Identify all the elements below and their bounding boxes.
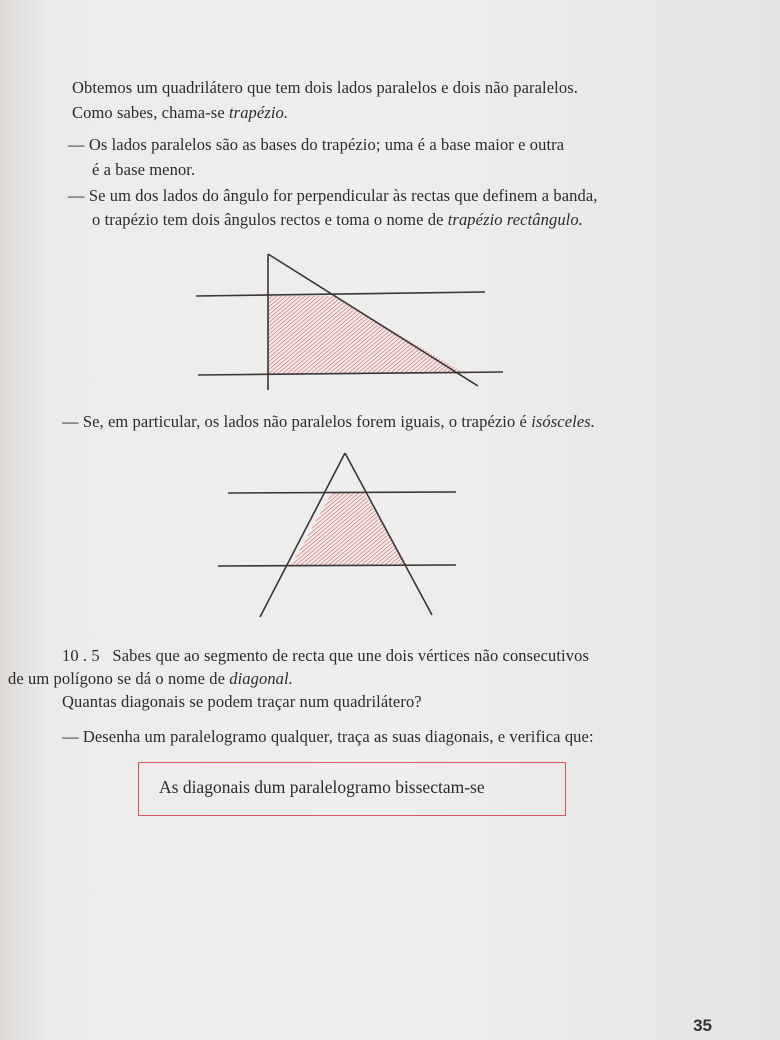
section-question: Quantas diagonais se podem traçar num quadrilátero? bbox=[62, 692, 422, 711]
trapezoid-fill bbox=[291, 492, 408, 566]
paragraph-text: Como sabes, chama-se bbox=[72, 103, 229, 122]
isosceles-trapezoid-figure bbox=[210, 445, 470, 625]
bullet-rectangle-line bbox=[92, 210, 583, 230]
bullet-bases-line: — Os lados paralelos são as bases do trapézio; uma é a base maior e outra bbox=[68, 135, 565, 154]
highlight-box-text: As diagonais dum paralelogramo bissectam-se bbox=[159, 777, 485, 797]
paragraph-text: — Se, em particular, os lados não paralelos forem iguais, o trapézio é bbox=[62, 412, 532, 431]
term-trapezio-rectangulo: trapézio rectângulo. bbox=[447, 210, 583, 229]
paragraph-text: o trapézio tem dois ângulos rectos e toma o nome de bbox=[92, 210, 448, 229]
parallel-line-bottom bbox=[218, 565, 456, 566]
section-text: de um polígono se dá o nome de bbox=[8, 669, 230, 688]
bullet-isosceles-line bbox=[62, 412, 595, 432]
parallel-line-top bbox=[196, 292, 485, 296]
paragraph-line: Obtemos um quadrilátero que tem dois lados paralelos e dois não paralelos. bbox=[72, 78, 578, 97]
section-instruction: — Desenha um paralelogramo qualquer, traça as suas diagonais, e verifica que: bbox=[62, 727, 594, 746]
term-diagonal: diagonal. bbox=[229, 669, 293, 688]
section-text: Sabes que ao segmento de recta que une dois vértices não consecutivos bbox=[112, 646, 589, 665]
section-line bbox=[8, 669, 293, 689]
parallel-line-top bbox=[228, 492, 456, 493]
term-isosceles: isósceles. bbox=[531, 412, 595, 431]
paragraph-line bbox=[72, 103, 288, 123]
section-line bbox=[62, 646, 589, 666]
trapezoid-fill bbox=[268, 296, 466, 374]
term-trapezio: trapézio. bbox=[228, 103, 289, 122]
bullet-bases-line: é a base menor. bbox=[92, 160, 196, 179]
section-number: 10 . 5 bbox=[62, 646, 100, 665]
highlight-box bbox=[138, 762, 566, 816]
right-trapezoid-figure bbox=[180, 240, 520, 410]
page-number: 35 bbox=[693, 1016, 712, 1035]
bullet-rectangle-line: — Se um dos lados do ângulo for perpendicular às rectas que definem a banda, bbox=[68, 186, 598, 205]
